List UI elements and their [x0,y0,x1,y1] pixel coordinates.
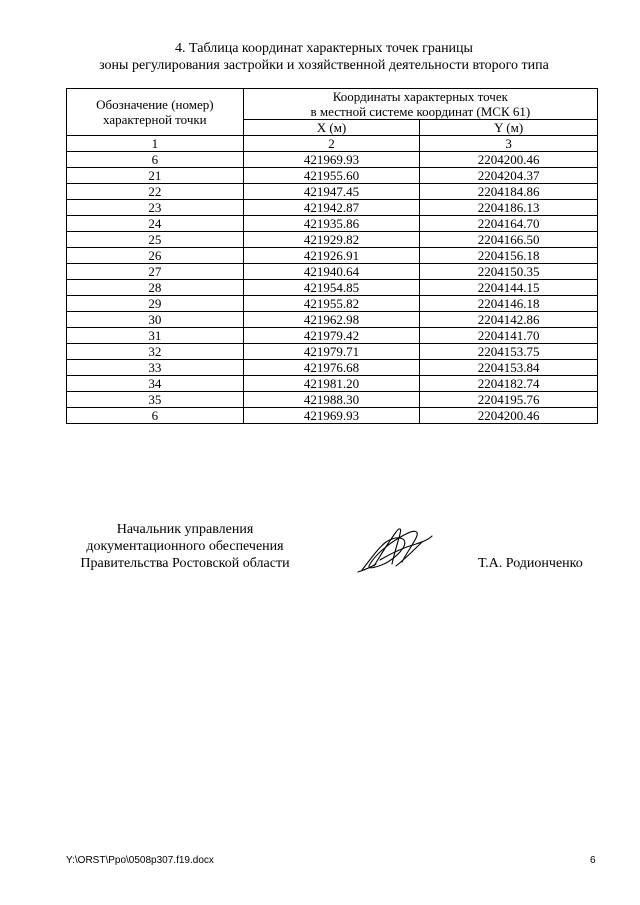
point-cell: 6 [67,152,244,168]
header-row [67,89,598,120]
table-row [67,216,598,232]
table-row [67,248,598,264]
x-coordinate-cell: 421988.30 [243,392,420,408]
point-cell: 35 [67,392,244,408]
x-coordinate-cell: 421947.45 [243,184,420,200]
y-coordinate-cell: 2204186.13 [420,200,598,216]
point-cell: 23 [67,200,244,216]
header-coords-line-2: в местной системе координат (МСК 61) [310,104,531,119]
y-coordinate-cell: 2204204.37 [420,168,598,184]
x-coordinate-cell: 421940.64 [243,264,420,280]
table-row [67,328,598,344]
point-cell: 22 [67,184,244,200]
table-title [40,40,608,74]
x-coordinate-cell: 421942.87 [243,200,420,216]
y-coordinate-cell: 2204141.70 [420,328,598,344]
x-coordinate-cell: 421979.71 [243,344,420,360]
table-row [67,344,598,360]
signatory-position [60,521,310,572]
header-coords-line-1: Координаты характерных точек [332,89,508,104]
point-cell: 21 [67,168,244,184]
point-cell: 32 [67,344,244,360]
point-cell: 28 [67,280,244,296]
y-coordinate-cell: 2204195.76 [420,392,598,408]
table-row [67,360,598,376]
title-line-2: зоны регулирования застройки и хозяйственной деятельности второго типа [99,58,549,73]
point-cell: 33 [67,360,244,376]
x-coordinate-cell: 421962.98 [243,312,420,328]
y-coordinate-cell: 2204153.84 [420,360,598,376]
signatory-name: Т.А. Родионченко [478,556,583,571]
y-coordinate-cell: 2204166.50 [420,232,598,248]
position-line-1: Начальник управления [116,522,254,537]
y-coordinate-cell: 2204200.46 [420,408,598,424]
x-coordinate-cell: 421954.85 [243,280,420,296]
y-coordinate-cell: 2204164.70 [420,216,598,232]
y-coordinate-cell: 2204200.46 [420,152,598,168]
table-row [67,264,598,280]
table-row [67,232,598,248]
coordinates-table [66,88,598,424]
header-point-line-2: характерной точки [103,112,207,127]
header-y: Y (м) [420,120,598,136]
table-row [67,280,598,296]
point-cell: 31 [67,328,244,344]
column-number-3: 3 [420,136,598,152]
header-point-line-1: Обозначение (номер) [96,97,214,112]
title-line-1: 4. Таблица координат характерных точек границы [175,41,473,56]
x-coordinate-cell: 421976.68 [243,360,420,376]
point-cell: 30 [67,312,244,328]
x-coordinate-cell: 421929.82 [243,232,420,248]
x-coordinate-cell: 421969.93 [243,152,420,168]
table-row [67,152,598,168]
table-row [67,168,598,184]
table-row [67,376,598,392]
y-coordinate-cell: 2204184.86 [420,184,598,200]
table-row [67,312,598,328]
y-coordinate-cell: 2204144.15 [420,280,598,296]
column-number-row [67,136,598,152]
coordinates-table-body [67,89,598,424]
table-row [67,408,598,424]
y-coordinate-cell: 2204156.18 [420,248,598,264]
table-row [67,392,598,408]
handwritten-signature [356,520,436,578]
x-coordinate-cell: 421969.93 [243,408,420,424]
table-row [67,200,598,216]
position-line-3: Правительства Ростовской области [80,556,290,571]
x-coordinate-cell: 421955.60 [243,168,420,184]
point-cell: 26 [67,248,244,264]
column-number-1: 1 [67,136,244,152]
footer-file-path: Y:\ORST\Ppo\0508p307.f19.docx [66,855,214,866]
x-coordinate-cell: 421979.42 [243,328,420,344]
table-row [67,184,598,200]
header-coords-column [243,89,597,120]
x-coordinate-cell: 421926.91 [243,248,420,264]
point-cell: 27 [67,264,244,280]
x-coordinate-cell: 421955.82 [243,296,420,312]
point-cell: 24 [67,216,244,232]
x-coordinate-cell: 421981.20 [243,376,420,392]
y-coordinate-cell: 2204182.74 [420,376,598,392]
y-coordinate-cell: 2204150.35 [420,264,598,280]
y-coordinate-cell: 2204153.75 [420,344,598,360]
point-cell: 34 [67,376,244,392]
header-point-column [67,89,244,136]
header-x: X (м) [243,120,420,136]
y-coordinate-cell: 2204142.86 [420,312,598,328]
point-cell: 25 [67,232,244,248]
footer-page-number: 6 [590,855,596,866]
y-coordinate-cell: 2204146.18 [420,296,598,312]
column-number-2: 2 [243,136,420,152]
position-line-2: документационного обеспечения [86,539,284,554]
table-row [67,296,598,312]
point-cell: 6 [67,408,244,424]
point-cell: 29 [67,296,244,312]
x-coordinate-cell: 421935.86 [243,216,420,232]
